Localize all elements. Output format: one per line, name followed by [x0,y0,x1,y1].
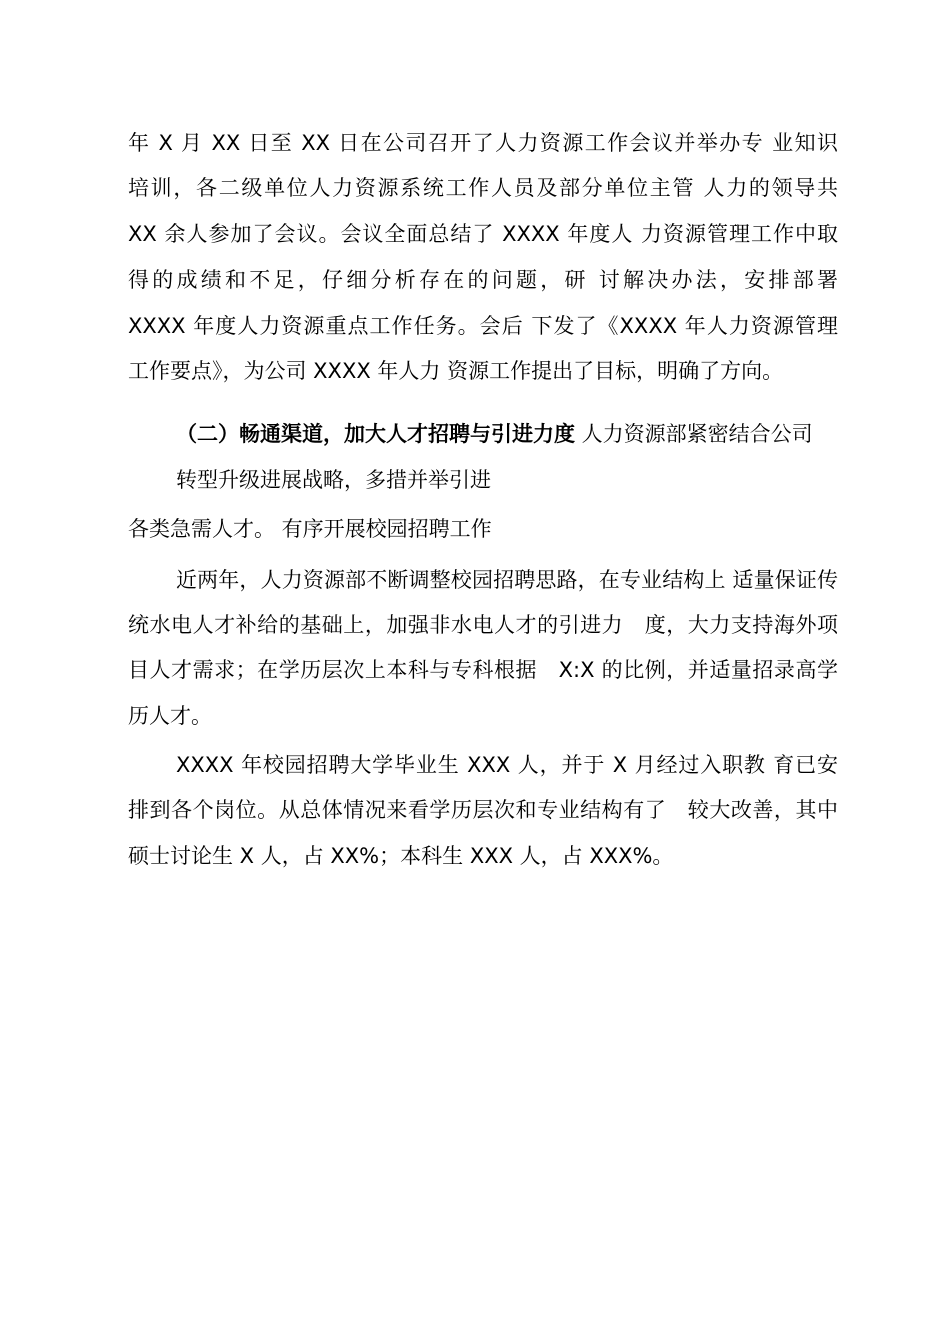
paragraph-2-line-1: 近两年，人力资源部不断调整校园招聘思路，在专业结构上 适量保证传 [176,568,838,592]
paragraph-2-line-4: 历人才。 [128,704,212,728]
section-2-line-2: 转型升级进展战略，多措并举引进 [176,468,491,492]
paragraph-3-line-3: 硕士讨论生 X 人，占 XX%；本科生 XXX 人，占 XXX%。 [128,844,674,868]
paragraph-1-line-4: 得的成绩和不足，仔细分析存在的问题，研 讨解决办法，安排部署 [128,268,838,292]
paragraph-1-line-1: 年 X 月 XX 日至 XX 日在公司召开了人力资源工作会议并举办专 业知识 [128,131,838,155]
paragraph-2-line-3: 目人才需求；在学历层次上本科与专科根据 X:X 的比例，并适量招录高学 [128,658,838,682]
paragraph-1-line-3: XX 余人参加了会议。会议全面总结了 XXXX 年度人 力资源管理工作中取 [128,222,838,246]
paragraph-1-line-6: 工作要点》，为公司 XXXX 年人力 资源工作提出了目标，明确了方向。 [128,359,784,383]
paragraph-2-line-2: 统水电人才补给的基础上，加强非水电人才的引进力 度，大力支持海外项 [128,613,838,637]
section-2-heading: （二）畅通渠道，加大人才招聘与引进力度 [176,422,575,446]
paragraph-1-line-2: 培训，各二级单位人力资源系统工作人员及部分单位主管 人力的领导共 [128,176,838,200]
section-2-heading-line [176,419,838,449]
section-2-line-3: 各类急需人才。 有序开展校园招聘工作 [128,517,492,541]
paragraph-3-line-2: 排到各个岗位。从总体情况来看学历层次和专业结构有了 较大改善，其中 [128,798,838,822]
section-2-heading-tail: 人力资源部紧密结合公司 [575,422,813,446]
paragraph-1-line-5: XXXX 年度人力资源重点工作任务。会后 下发了《XXXX 年人力资源管理 [128,314,838,338]
paragraph-3-line-1: XXXX 年校园招聘大学毕业生 XXX 人，并于 X 月经过入职教 育已安 [176,753,838,777]
